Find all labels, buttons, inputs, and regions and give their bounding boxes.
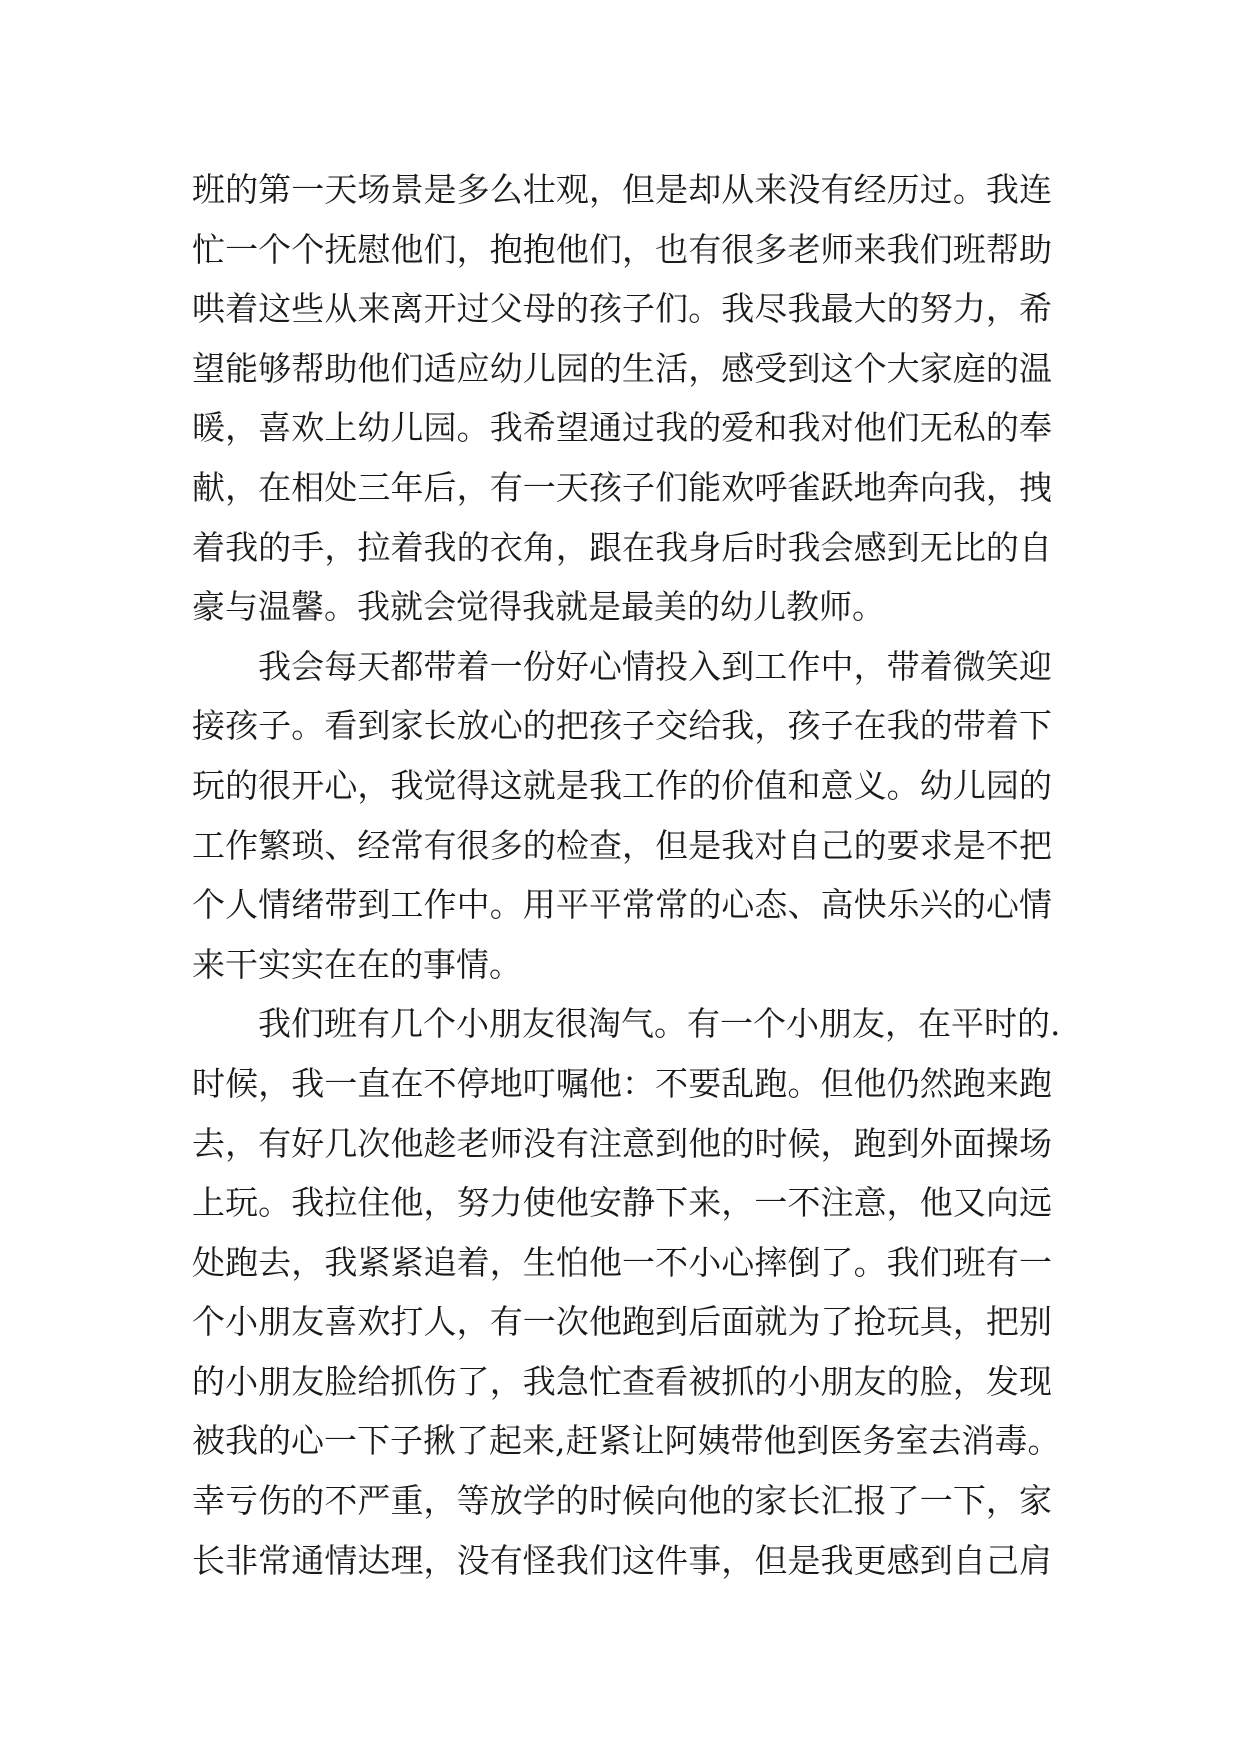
- body-text: [192, 160, 1061, 1590]
- text-line: 暖，喜欢上幼儿园。我希望通过我的爱和我对他们无私的奉: [192, 408, 1052, 448]
- text-line: 玩的很开心，我觉得这就是我工作的价值和意义。幼儿园的: [192, 765, 1052, 805]
- text-line: 长非常通情达理，没有怪我们这件事，但是我更感到自己肩: [192, 1540, 1052, 1580]
- text-line: 接孩子。看到家长放心的把孩子交给我，孩子在我的带着下: [192, 706, 1052, 746]
- text-line: 献，在相处三年后，有一天孩子们能欢呼雀跃地奔向我，拽: [192, 467, 1052, 507]
- text-line: 工作繁琐、经常有很多的检查，但是我对自己的要求是不把: [192, 825, 1052, 865]
- text-line: 去，有好几次他趁老师没有注意到他的时候，跑到外面操场: [192, 1123, 1052, 1163]
- text-line: 班的第一天场景是多么壮观，但是却从来没有经历过。我连: [192, 170, 1052, 209]
- text-line: 着我的手，拉着我的衣角，跟在我身后时我会感到无比的自: [192, 527, 1052, 567]
- text-line: 豪与温馨。我就会觉得我就是最美的幼儿教师。: [192, 587, 885, 627]
- paragraph-first-line: 我会每天都带着一份好心情投入到工作中，带着微笑迎: [258, 646, 1052, 686]
- text-line: 哄着这些从来离开过父母的孩子们。我尽我最大的努力，希: [192, 289, 1052, 329]
- text-line: 上玩。我拉住他，努力使他安静下来，一不注意，他又向远: [192, 1183, 1052, 1223]
- text-line: 来干实实在在的事情。: [192, 944, 522, 984]
- text-line: 处跑去，我紧紧追着，生怕他一不小心摔倒了。我们班有一: [192, 1242, 1052, 1282]
- text-line: 时候，我一直在不停地叮嘱他：不要乱跑。但他仍然跑来跑: [192, 1063, 1052, 1103]
- text-line: 个小朋友喜欢打人，有一次他跑到后面就为了抢玩具，把别: [192, 1302, 1052, 1342]
- paragraph-first-line: 我们班有几个小朋友很淘气。有一个小朋友，在平时的.: [258, 1004, 1061, 1044]
- text-line: 被我的心一下子揪了起来,赶紧让阿姨带他到医务室去消毒。: [192, 1421, 1061, 1461]
- text-line: 个人情绪带到工作中。用平平常常的心态、高快乐兴的心情: [192, 885, 1052, 925]
- text-line: 幸亏伤的不严重，等放学的时候向他的家长汇报了一下，家: [192, 1481, 1052, 1521]
- text-line: 的小朋友脸给抓伤了，我急忙查看被抓的小朋友的脸，发现: [192, 1361, 1052, 1401]
- text-line: 忙一个个抚慰他们，抱抱他们，也有很多老师来我们班帮助: [192, 229, 1052, 269]
- text-line: 望能够帮助他们适应幼儿园的生活，感受到这个大家庭的温: [192, 348, 1052, 388]
